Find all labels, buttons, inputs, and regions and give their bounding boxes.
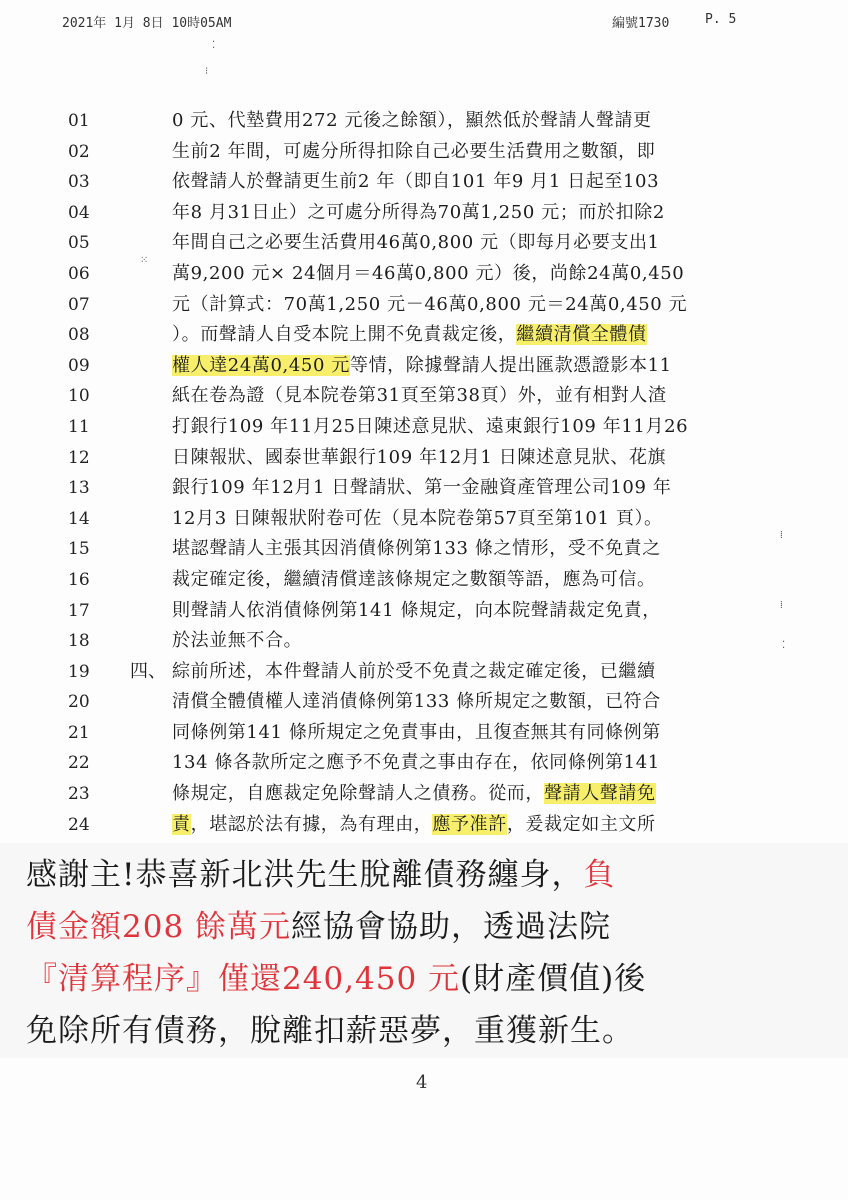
line-number: 23 bbox=[68, 784, 90, 805]
text-line bbox=[172, 381, 732, 412]
annotation-line bbox=[26, 1007, 634, 1055]
highlighted-text: 聲請人聲請免 bbox=[544, 783, 656, 805]
line-number: 09 bbox=[68, 355, 90, 376]
line-number: 14 bbox=[68, 508, 90, 529]
text-line bbox=[172, 687, 732, 718]
text-line bbox=[172, 534, 732, 565]
scan-speckle: ⁞ bbox=[780, 600, 783, 611]
text-segment: 紙在卷為證（見本院卷第31頁至第38頁）外，並有相對人渣 bbox=[172, 385, 667, 407]
text-line bbox=[172, 259, 732, 290]
annotation-text: (財產價值)後 bbox=[460, 961, 647, 997]
line-number: 13 bbox=[68, 478, 90, 499]
scan-speckle: ⁚ bbox=[212, 40, 216, 51]
text-segment: 日陳報狀、國泰世華銀行109 年12月1 日陳述意見狀、花旗 bbox=[172, 446, 667, 468]
line-number: 04 bbox=[68, 202, 90, 223]
scan-speckle: ⁚ bbox=[782, 640, 786, 651]
emphasis-text: 負 bbox=[583, 857, 616, 893]
line-number: 18 bbox=[68, 631, 90, 652]
text-line bbox=[172, 748, 732, 779]
text-line bbox=[172, 351, 732, 382]
text-segment: 134 條各款所定之應予不免責之事由存在，依同條例第141 bbox=[172, 752, 660, 774]
text-segment: 依聲請人於聲請更生前2 年（即自101 年9 月1 日起至103 bbox=[172, 171, 660, 193]
text-segment: 年8 月31日止）之可處分所得為70萬1,250 元；而於扣除2 bbox=[172, 201, 665, 223]
scan-speckle: ⁝ bbox=[205, 66, 209, 77]
text-segment: 裁定確定後，繼續清償達該條規定之數額等語，應為可信。 bbox=[172, 568, 656, 590]
text-segment: 年間自己之必要生活費用46萬0,800 元（即每月必要支出1 bbox=[172, 232, 660, 254]
text-line bbox=[172, 626, 732, 657]
highlighted-text: 應予准許 bbox=[432, 813, 507, 835]
line-number: 06 bbox=[68, 263, 90, 284]
text-line bbox=[172, 810, 732, 841]
text-segment: ，堪認於法有據，為有理由， bbox=[190, 813, 433, 835]
fax-page-label: P. 5 bbox=[705, 12, 737, 27]
annotation-text: 免除所有債務，脫離扣薪惡夢，重獲新生。 bbox=[26, 1013, 634, 1049]
text-segment: 生前2 年間，可處分所得扣除自己必要生活費用之數額，即 bbox=[172, 140, 656, 162]
line-number: 19 bbox=[68, 661, 90, 682]
text-segment: 綜前所述，本件聲請人前於受不免責之裁定確定後，已繼續 bbox=[172, 660, 656, 682]
text-segment: 清償全體債權人達消債條例第133 條所規定之數額，已符合 bbox=[172, 691, 661, 713]
text-line bbox=[172, 198, 732, 229]
text-segment: 同條例第141 條所規定之免責事由，且復查無其有同條例第 bbox=[172, 721, 661, 743]
line-number: 07 bbox=[68, 294, 90, 315]
text-segment: ）。而聲請人自受本院上開不免責裁定後， bbox=[172, 324, 517, 346]
fax-serial: 編號1730 bbox=[612, 16, 670, 31]
line-number: 05 bbox=[68, 233, 90, 254]
page-number: 4 bbox=[416, 1072, 428, 1093]
text-line bbox=[172, 565, 732, 596]
scan-speckle: ⁞ bbox=[780, 530, 783, 541]
text-line bbox=[172, 596, 732, 627]
text-line bbox=[172, 473, 732, 504]
text-line bbox=[172, 443, 732, 474]
line-number: 21 bbox=[68, 722, 90, 743]
text-segment: 打銀行109 年11月25日陳述意見狀、遠東銀行109 年11月26 bbox=[172, 415, 689, 437]
text-line bbox=[172, 320, 732, 351]
text-segment: 堪認聲請人主張其因消債條例第133 條之情形，受不免責之 bbox=[172, 538, 661, 560]
scan-speckle: ⁙ bbox=[140, 255, 149, 266]
text-segment: 則聲請人依消債條例第141 條規定，向本院聲請裁定免責， bbox=[172, 599, 661, 621]
annotation-line bbox=[26, 955, 646, 1003]
line-number: 12 bbox=[68, 447, 90, 468]
text-segment: ，爰裁定如主文所 bbox=[506, 813, 656, 835]
section-marker: 四、 bbox=[130, 661, 166, 682]
line-number: 15 bbox=[68, 539, 90, 560]
highlighted-text: 責 bbox=[172, 813, 191, 835]
fax-header bbox=[0, 12, 848, 34]
annotation-text: 感謝主!恭喜新北洪先生脫離債務纏身， bbox=[26, 857, 584, 893]
line-number: 02 bbox=[68, 141, 90, 162]
line-number: 20 bbox=[68, 692, 90, 713]
line-number: 17 bbox=[68, 600, 90, 621]
line-number: 16 bbox=[68, 569, 90, 590]
emphasis-text: 『清算程序』僅還240,450 元 bbox=[26, 961, 461, 997]
text-segment: 0 元、代墊費用272 元後之餘額），顯然低於聲請人聲請更 bbox=[172, 110, 652, 131]
emphasis-text: 債金額208 餘萬元 bbox=[26, 909, 292, 945]
text-line bbox=[172, 228, 732, 259]
text-line bbox=[172, 779, 732, 810]
text-line bbox=[172, 167, 732, 198]
text-line bbox=[172, 106, 732, 137]
highlighted-text: 權人達24萬0,450 元 bbox=[172, 354, 350, 376]
text-segment: 12月3 日陳報狀附卷可佐（見本院卷第57頁至第101 頁）。 bbox=[172, 507, 663, 529]
line-number: 22 bbox=[68, 753, 90, 774]
line-number: 10 bbox=[68, 386, 90, 407]
text-segment: 於法並無不合。 bbox=[172, 630, 303, 652]
fax-timestamp: 2021年 1月 8日 10時05AM bbox=[62, 16, 232, 31]
text-line bbox=[172, 504, 732, 535]
text-line bbox=[172, 657, 732, 688]
line-number: 08 bbox=[68, 325, 90, 346]
text-line bbox=[172, 137, 732, 168]
annotation-line bbox=[26, 851, 615, 899]
text-line bbox=[172, 718, 732, 749]
text-segment: 條規定，自應裁定免除聲請人之債務。從而， bbox=[172, 783, 544, 805]
highlighted-text: 繼續清償全體債 bbox=[516, 324, 647, 346]
body-text bbox=[172, 106, 732, 840]
text-segment: 元（計算式：70萬1,250 元－46萬0,800 元＝24萬0,450 元 bbox=[172, 293, 688, 315]
line-number: 11 bbox=[68, 416, 90, 437]
line-number: 24 bbox=[68, 814, 90, 835]
annotation-line bbox=[26, 903, 611, 951]
text-segment: 等情，除據聲請人提出匯款憑證影本11 bbox=[349, 354, 672, 376]
line-number-column bbox=[68, 106, 128, 840]
text-segment: 萬9,200 元× 24個月＝46萬0,800 元）後，尚餘24萬0,450 bbox=[172, 262, 685, 284]
text-segment: 銀行109 年12月1 日聲請狀、第一金融資產管理公司109 年 bbox=[172, 477, 672, 499]
annotation-text: 經協會協助，透過法院 bbox=[291, 909, 612, 945]
text-line bbox=[172, 290, 732, 321]
text-line bbox=[172, 412, 732, 443]
congratulation-annotation bbox=[0, 843, 848, 1058]
line-number: 03 bbox=[68, 172, 90, 193]
line-number: 01 bbox=[68, 111, 90, 131]
